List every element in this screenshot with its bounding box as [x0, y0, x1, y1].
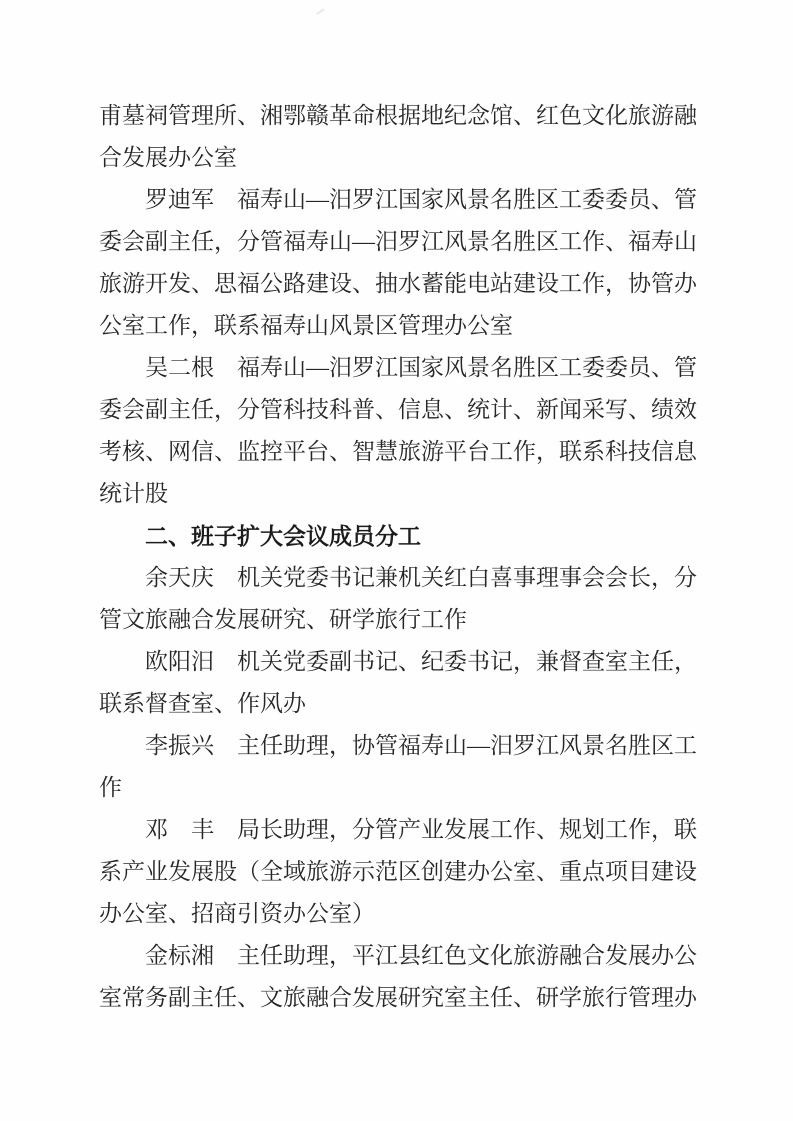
paragraph-entry-luo-dijun: 罗迪军 福寿山—汨罗江国家风景名胜区工委委员、管委会副主任，分管福寿山—汨罗江风景名胜区工作、福寿山旅游开发、思福公路建设、抽水蓄能电站建设工作，协管办公室工作，联系福寿山风景区管理办公室 — [99, 187, 697, 338]
paragraph-entry-jin-biaoxiang: 金标湘 主任助理，平江县红色文化旅游融合发展办公室常务副主任、文旅融合发展研究室主任、研学旅行管理办 — [99, 943, 697, 1010]
paragraph-entry-li-zhenxing: 李振兴 主任助理，协管福寿山—汨罗江风景名胜区工作 — [99, 733, 697, 800]
paragraph-entry-yu-tianqing: 余天庆 机关党委书记兼机关红白喜事理事会会长，分管文旅融合发展研究、研学旅行工作 — [99, 565, 697, 632]
section-heading-banzi-kuoda: 二、班子扩大会议成员分工 — [145, 523, 421, 549]
paragraph-entry-deng-feng: 邓 丰 局长助理，分管产业发展工作、规划工作，联系产业发展股（全域旅游示范区创建办公室、重点项目建设办公室、招商引资办公室） — [99, 817, 697, 926]
paragraph-entry-ouyang-mi: 欧阳汨 机关党委副书记、纪委书记，兼督查室主任，联系督查室、作风办 — [99, 649, 697, 716]
paragraph-continuation-units: 甫墓祠管理所、湘鄂赣革命根据地纪念馆、红色文化旅游融合发展办公室 — [99, 103, 697, 170]
scan-artifact — [316, 8, 329, 21]
document-body — [99, 95, 697, 1019]
paragraph-entry-wu-ergen: 吴二根 福寿山—汨罗江国家风景名胜区工委委员、管委会副主任，分管科技科普、信息、统计、新闻采写、绩效考核、网信、监控平台、智慧旅游平台工作，联系科技信息统计股 — [99, 355, 697, 506]
